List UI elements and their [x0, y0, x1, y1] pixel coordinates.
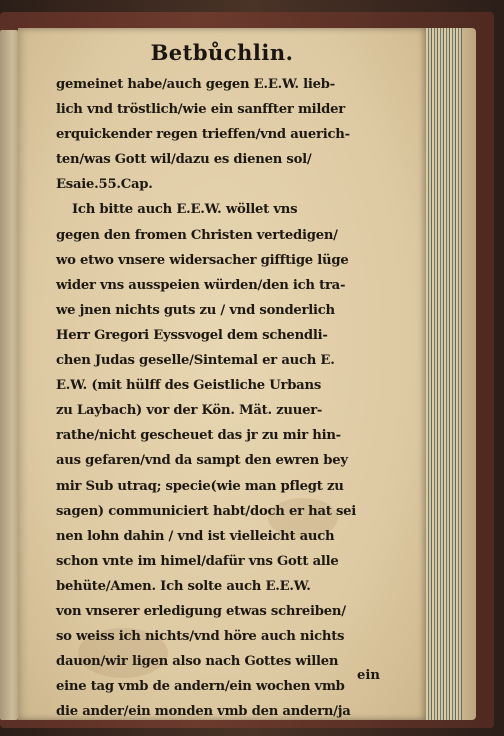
running-head: Betbůchlin.: [150, 40, 294, 65]
book-page: [18, 28, 426, 720]
text-line: so weiss ich nichts/vnd höre auch nichts: [56, 629, 345, 645]
text-line: gemeinet habe/auch gegen E.E.W. lieb-: [56, 77, 336, 92]
text-line: dauon/wir ligen also nach Gottes willen: [56, 654, 339, 670]
text-line: lich vnd tröstlich/wie ein sanffter milder: [56, 102, 345, 118]
text-line: die ander/ein monden vmb den andern/ja: [56, 704, 351, 720]
text-line: eine tag vmb de andern/ein wochen vmb: [56, 679, 345, 695]
catchword: ein: [357, 668, 380, 683]
text-line: wo etwo vnsere widersacher gifftige lüge: [56, 252, 349, 268]
text-line: schon vnte im himel/dafür vns Gott alle: [56, 553, 339, 569]
text-line: rathe/nicht gescheuet das jr zu mir hin-: [56, 428, 341, 444]
text-line: we jnen nichts guts zu / vnd sonderlich: [56, 302, 335, 318]
text-line: chen Judas geselle/Sintemal er auch E.: [56, 353, 335, 369]
text-line: sagen) communiciert habt/doch er hat sei: [56, 503, 357, 519]
text-line: erquickender regen trieffen/vnd auerich-: [56, 127, 350, 143]
text-line: Herr Gregori Eyssvogel dem schendli-: [56, 327, 328, 343]
text-line: behüte/Amen. Ich solte auch E.E.W.: [56, 578, 311, 594]
text-line: Ich bitte auch E.E.W. wöllet vns: [72, 202, 298, 218]
text-line: Esaie.55.Cap.: [56, 177, 153, 193]
text-line: nen lohn dahin / vnd ist vielleicht auch: [56, 528, 335, 544]
text-line: wider vns ausspeien würden/den ich tra-: [56, 277, 346, 293]
text-line: mir Sub utraq; specie(wie man pflegt zu: [56, 478, 344, 494]
text-line: gegen den fromen Christen vertedigen/: [56, 227, 338, 243]
left-page-edge: [0, 30, 18, 720]
text-line: E.W. (mit hülff des Geistliche Urbans: [56, 378, 321, 394]
text-line: zu Laybach) vor der Kön. Mät. zuuer-: [56, 403, 323, 419]
page-text: [56, 72, 396, 724]
text-line: ten/was Gott wil/dazu es dienen sol/: [56, 152, 312, 168]
page-stack-outer: [462, 28, 476, 720]
text-line: aus gefaren/vnd da sampt den ewren bey: [56, 453, 348, 469]
text-line: von vnserer erledigung etwas schreiben/: [56, 603, 346, 619]
